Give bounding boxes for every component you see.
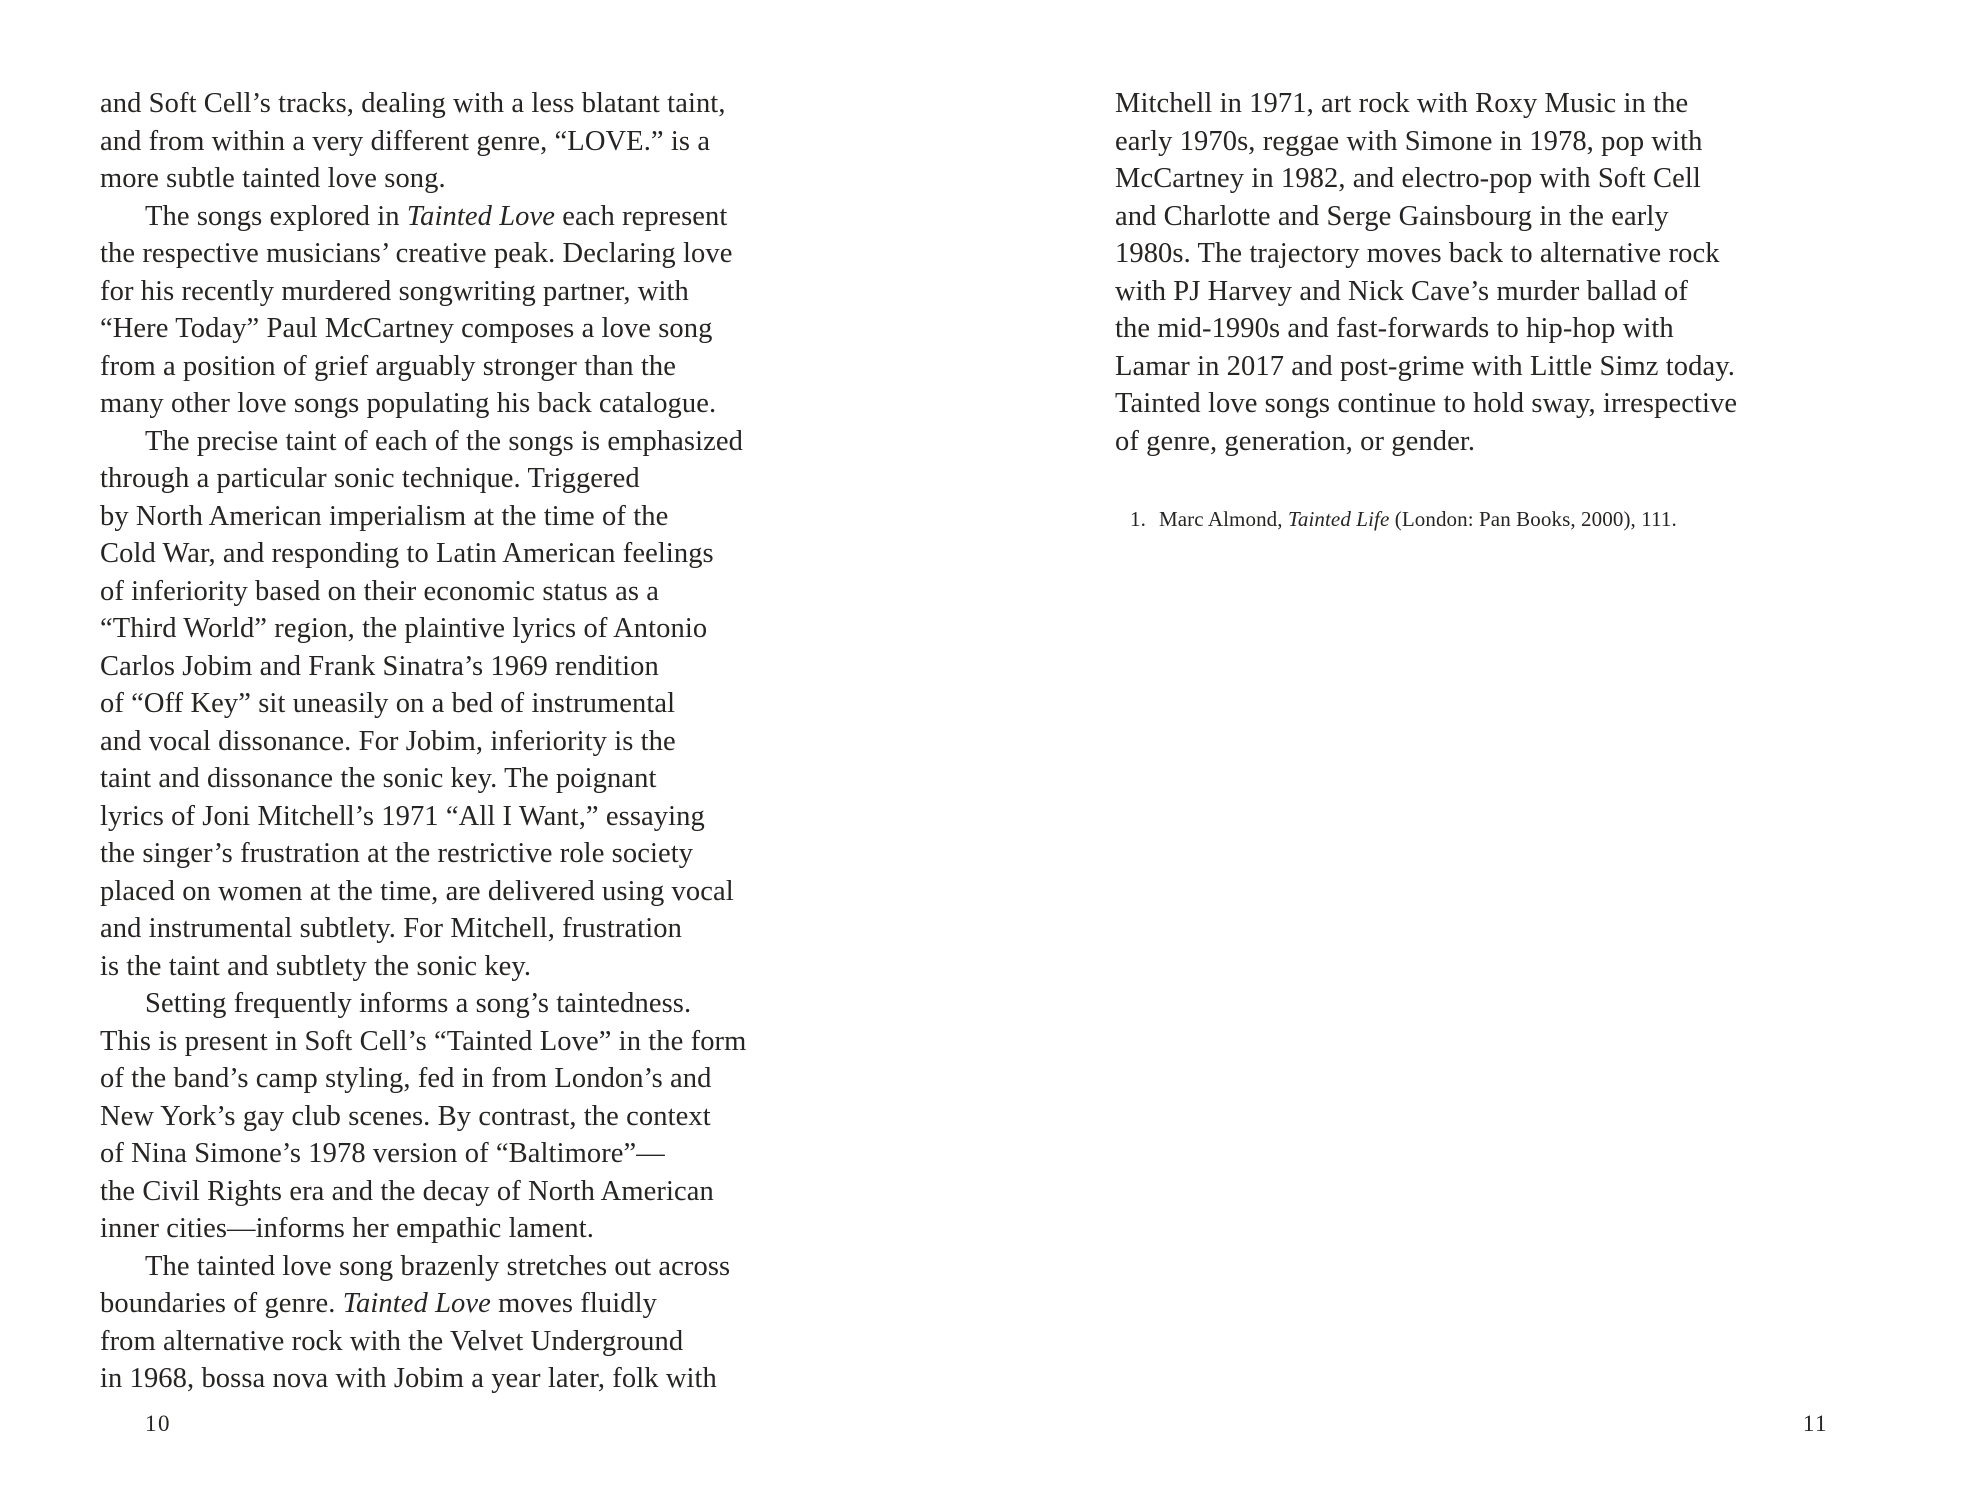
text-line bbox=[1115, 198, 1895, 236]
right-page-text-column bbox=[1115, 85, 1895, 460]
text-run: and Charlotte and Serge Gainsbourg in the early bbox=[1115, 200, 1669, 232]
text-run: of Nina Simone’s 1978 version of “Baltimore”— bbox=[100, 1138, 665, 1169]
text-run: (London: Pan Books, 2000), 111. bbox=[1389, 507, 1677, 531]
footnote-text bbox=[1159, 507, 1677, 531]
text-run: The tainted love song brazenly stretches out across bbox=[145, 1250, 731, 1282]
text-run: taint and dissonance the sonic key. The poignant bbox=[100, 763, 657, 794]
text-line bbox=[100, 835, 880, 873]
text-line bbox=[100, 460, 880, 498]
text-line bbox=[100, 760, 880, 798]
text-run: The precise taint of each of the songs is emphasized bbox=[145, 425, 743, 457]
text-line bbox=[100, 910, 880, 948]
text-line bbox=[100, 1135, 880, 1173]
text-run: and instrumental subtlety. For Mitchell, frustration bbox=[100, 913, 682, 944]
text-run: the mid-1990s and fast-forwards to hip-hop with bbox=[1115, 313, 1674, 344]
text-line bbox=[100, 1285, 880, 1323]
text-line bbox=[1115, 348, 1895, 386]
text-line bbox=[100, 873, 880, 911]
text-line bbox=[100, 723, 880, 761]
text-run: by North American imperialism at the time of the bbox=[100, 500, 669, 532]
footnote-number: 1. bbox=[1130, 507, 1146, 531]
text-run: of the band’s camp styling, fed in from London’s and bbox=[100, 1063, 712, 1094]
text-run: and Soft Cell’s tracks, dealing with a less blatant taint, bbox=[100, 88, 726, 119]
text-line bbox=[1115, 235, 1895, 273]
text-line bbox=[1115, 85, 1895, 123]
text-line bbox=[100, 85, 880, 123]
text-line bbox=[1115, 123, 1895, 161]
text-run: the Civil Rights era and the decay of North American bbox=[100, 1175, 714, 1207]
text-run: New York’s gay club scenes. By contrast, the context bbox=[100, 1100, 711, 1132]
text-line bbox=[1115, 310, 1895, 348]
text-line bbox=[100, 948, 880, 986]
text-line bbox=[100, 123, 880, 161]
text-line bbox=[1115, 273, 1895, 311]
text-run: in 1968, bossa nova with Jobim a year later, folk with bbox=[100, 1363, 717, 1394]
page-number-left: 10 bbox=[145, 1411, 171, 1436]
text-line bbox=[100, 423, 880, 461]
text-run: Mitchell in 1971, art rock with Roxy Music in the bbox=[1115, 88, 1689, 119]
text-run: many other love songs populating his back catalogue. bbox=[100, 388, 717, 419]
text-run: of inferiority based on their economic status as a bbox=[100, 575, 659, 607]
text-run: is the taint and subtlety the sonic key. bbox=[100, 950, 532, 982]
page-number-right: 11 bbox=[1802, 1411, 1828, 1436]
text-run: Marc Almond, bbox=[1158, 507, 1288, 531]
text-run: Tainted love songs continue to hold sway, irrespective bbox=[1115, 388, 1738, 419]
text-line bbox=[100, 610, 880, 648]
text-run: early 1970s, reggae with Simone in 1978, pop with bbox=[1115, 125, 1703, 157]
text-line bbox=[100, 1248, 880, 1286]
text-line bbox=[100, 1023, 880, 1061]
text-line bbox=[100, 685, 880, 723]
text-run: Setting frequently informs a song’s taintedness. bbox=[145, 988, 692, 1019]
text-run: with PJ Harvey and Nick Cave’s murder ballad of bbox=[1115, 275, 1688, 307]
left-page-text-column bbox=[100, 85, 880, 1398]
text-line bbox=[100, 1323, 880, 1361]
text-run: This is present in Soft Cell’s “Tainted Love” in the form bbox=[100, 1025, 747, 1057]
text-line bbox=[100, 985, 880, 1023]
text-line bbox=[100, 1360, 880, 1398]
text-run: for his recently murdered songwriting partner, with bbox=[100, 275, 689, 307]
text-run: of “Off Key” sit uneasily on a bed of instrumental bbox=[100, 688, 676, 719]
text-run: through a particular sonic technique. Triggered bbox=[100, 463, 640, 494]
text-run: the singer’s frustration at the restrictive role society bbox=[100, 838, 694, 869]
italic-text-run: Tainted Life bbox=[1288, 507, 1390, 531]
text-line bbox=[1115, 160, 1895, 198]
text-run: The songs explored in bbox=[145, 200, 407, 232]
text-run: “Third World” region, the plaintive lyrics of Antonio bbox=[100, 613, 708, 644]
text-run: more subtle tainted love song. bbox=[100, 163, 446, 194]
text-run: Lamar in 2017 and post-grime with Little Simz today. bbox=[1115, 350, 1735, 382]
text-line bbox=[1115, 423, 1895, 461]
text-run: from alternative rock with the Velvet Underground bbox=[100, 1325, 684, 1357]
text-run: from a position of grief arguably stronger than the bbox=[100, 350, 677, 382]
italic-text-run: Tainted Love bbox=[342, 1288, 491, 1319]
text-run: and from within a very different genre, “LOVE.” is a bbox=[100, 125, 711, 157]
text-line bbox=[100, 1173, 880, 1211]
text-line bbox=[100, 1060, 880, 1098]
text-run: 1980s. The trajectory moves back to alternative rock bbox=[1115, 238, 1720, 269]
text-line bbox=[100, 798, 880, 836]
text-run: “Here Today” Paul McCartney composes a love song bbox=[100, 313, 713, 344]
text-line bbox=[100, 535, 880, 573]
text-line bbox=[100, 235, 880, 273]
text-run: the respective musicians’ creative peak. Declaring love bbox=[100, 238, 733, 269]
text-run: of genre, generation, or gender. bbox=[1115, 425, 1476, 457]
text-line bbox=[100, 498, 880, 536]
text-run: inner cities—informs her empathic lament. bbox=[100, 1213, 594, 1244]
text-line bbox=[1115, 385, 1895, 423]
text-run: boundaries of genre. bbox=[100, 1288, 343, 1319]
text-line bbox=[100, 348, 880, 386]
text-run: each represent bbox=[555, 200, 728, 232]
text-run: McCartney in 1982, and electro-pop with Soft Cell bbox=[1115, 163, 1701, 194]
text-run: placed on women at the time, are delivered using vocal bbox=[100, 875, 734, 907]
text-line bbox=[100, 160, 880, 198]
text-run: and vocal dissonance. For Jobim, inferiority is the bbox=[100, 725, 676, 757]
italic-text-run: Tainted Love bbox=[406, 200, 556, 232]
text-line bbox=[100, 385, 880, 423]
text-run: moves fluidly bbox=[490, 1288, 657, 1319]
text-line bbox=[100, 573, 880, 611]
text-line bbox=[100, 1098, 880, 1136]
text-run: Carlos Jobim and Frank Sinatra’s 1969 rendition bbox=[100, 650, 659, 682]
footnote bbox=[1130, 506, 1677, 532]
text-line bbox=[100, 1210, 880, 1248]
text-run: lyrics of Joni Mitchell’s 1971 “All I Want,” essaying bbox=[100, 800, 705, 832]
text-line bbox=[100, 310, 880, 348]
text-line bbox=[100, 648, 880, 686]
text-line bbox=[100, 273, 880, 311]
text-run: Cold War, and responding to Latin American feelings bbox=[100, 538, 714, 569]
text-line bbox=[100, 198, 880, 236]
